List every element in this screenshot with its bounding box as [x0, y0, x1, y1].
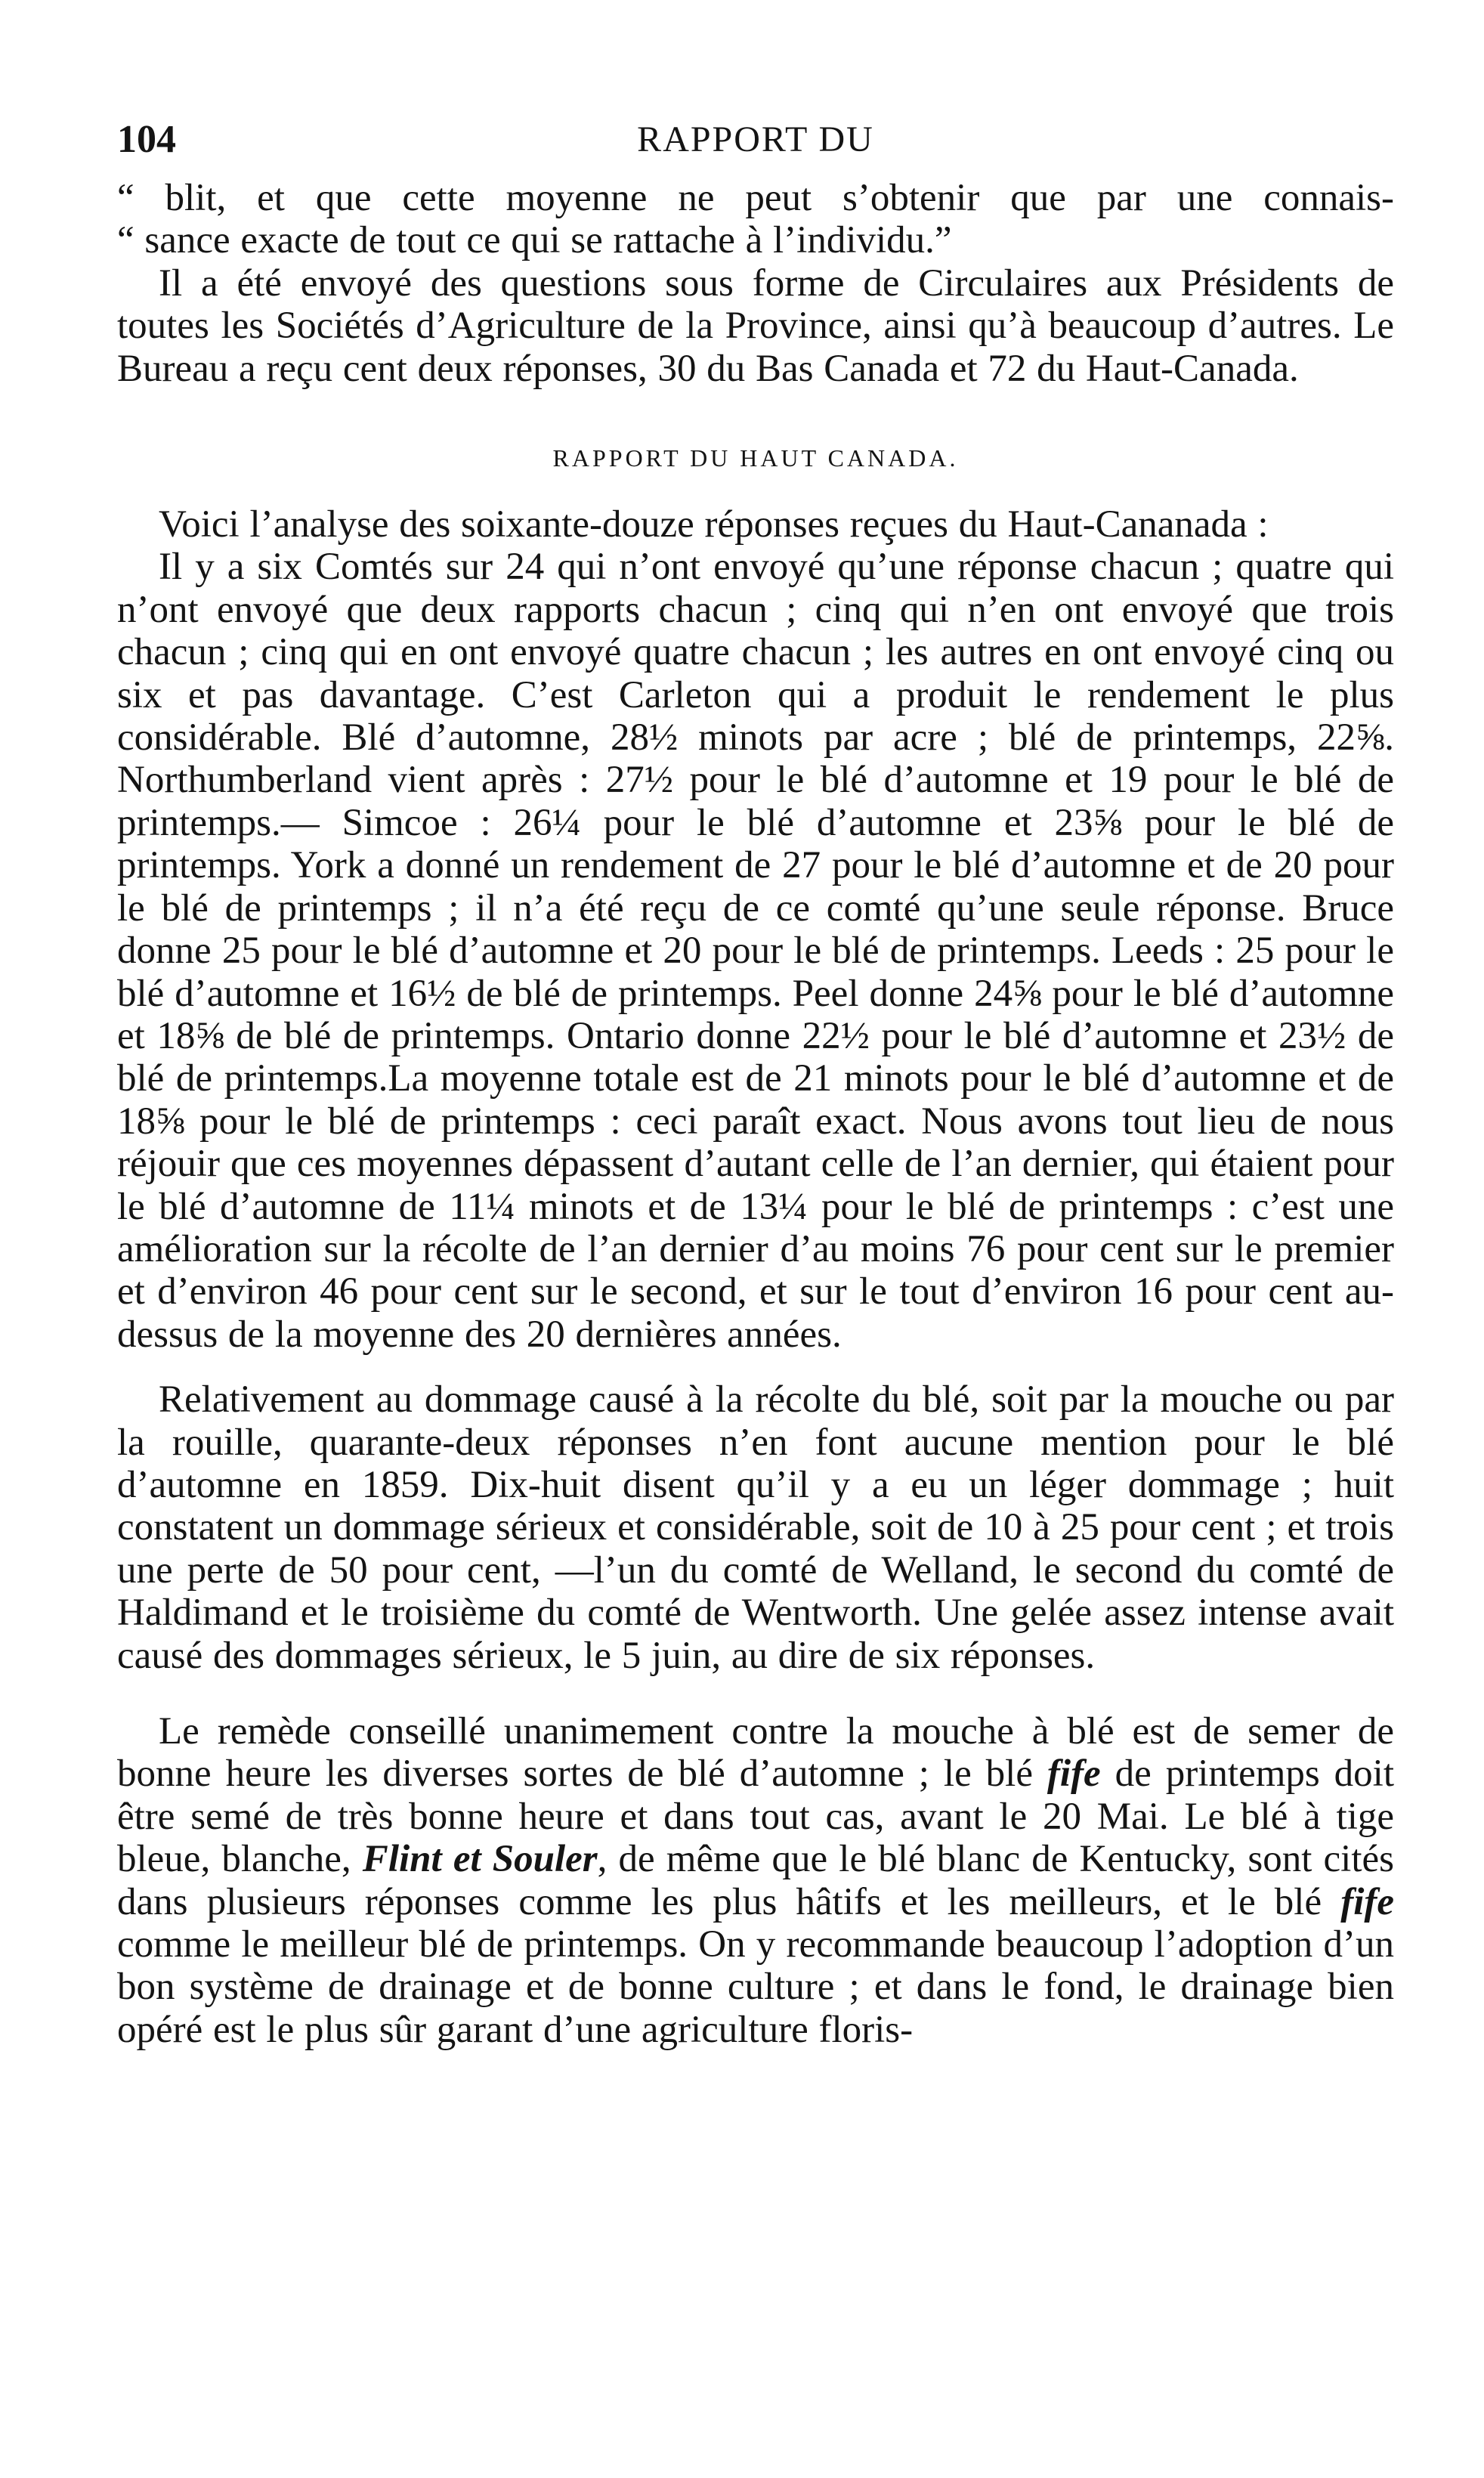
- quote-line: “ blit, et que cette moyenne ne peut s’obtenir que par une connais-: [117, 177, 1394, 219]
- quotation: [117, 177, 1394, 262]
- text-run: comme le meilleur blé de printemps. On y recommande beaucoup l’adoption d’un bon système de drainage et de bonne culture ; et dans le fond, le drainage bien opéré est le plus sûr garant d’une agriculture floris-: [117, 1923, 1394, 2051]
- text-run: de printemps doit être semé de très bonne heure et dans tout cas, avant le 20 Mai. Le blé à tige bleue, blanche,: [117, 1753, 1395, 1881]
- variety-name: Flint et Souler: [362, 1838, 598, 1881]
- running-title: RAPPORT DU: [637, 119, 874, 159]
- paragraph-remede: [117, 1710, 1394, 2051]
- paragraph-dommage: Relativement au dommage causé à la récolte du blé, soit par la mouche ou par la rouille, quarante-deux réponses n’en font aucune mention pour le blé d’automne en 1859. Dix-huit disent qu’il y a eu un léger dommage ; huit constatent un dommage sérieux et considérable, soit de 10 à 25 pour cent ; et trois une perte de 50 pour cent, —l’un du comté de Welland, le second du comté de Haldimand et le troisième du comté de Wentworth. Une gelée assez intense avait causé des dommages sérieux, le 5 juin, au dire de six réponses.: [117, 1378, 1394, 1677]
- variety-name: fife: [1340, 1880, 1394, 1923]
- text-run: , de même que le blé blanc de Kentucky, sont cités dans plusieurs réponses comme les plus hâtifs et les meilleurs, et le blé: [117, 1838, 1394, 1923]
- paragraph-circulaires: Il a été envoyé des questions sous forme de Circulaires aux Présidents de toutes les Sociétés d’Agriculture de la Province, ainsi qu’à beaucoup d’autres. Le Bureau a reçu cent deux réponses, 30 du Bas Canada et 72 du Haut-Canada.: [117, 261, 1394, 390]
- paragraph-analyse: Voici l’analyse des soixante-douze réponses reçues du Haut-Cananada :: [159, 503, 1269, 546]
- document-page: [117, 113, 1394, 2051]
- variety-name: fife: [1047, 1753, 1101, 1796]
- section-heading: RAPPORT DU HAUT CANADA.: [552, 444, 959, 472]
- quote-line: “ sance exacte de tout ce qui se rattache à l’individu.”: [117, 219, 952, 262]
- page-header: [117, 113, 1394, 166]
- paragraph-rendements: Il y a six Comtés sur 24 qui n’ont envoyé qu’une réponse chacun ; quatre qui n’ont envoyé que deux rapports chacun ; cinq qui n’en ont envoyé que trois chacun ; cinq qui en ont envoyé quatre chacun ; les autres en ont envoyé cinq ou six et pas davantage. C’est Carleton qui a produit le rendement le plus considérable. Blé d’automne, 28½ minots par acre ; blé de printemps, 22⅝. Northumberland vient après : 27½ pour le blé d’automne et 19 pour le blé de printemps.— Simcoe : 26¼ pour le blé d’automne et 23⅝ pour le blé de printemps. York a donné un rendement de 27 pour le blé d’automne et de 20 pour le blé de printemps ; il n’a été reçu de ce comté qu’une seule réponse. Bruce donne 25 pour le blé d’automne et 20 pour le blé de printemps. Leeds : 25 pour le blé d’automne et 16½ de blé de printemps. Peel donne 24⅝ pour le blé d’automne et 18⅝ de blé de printemps. Ontario donne 22½ pour le blé d’automne et 23½ de blé de printemps.La moyenne totale est de 21 minots pour le blé d’automne et de 18⅝ pour le blé de printemps : ceci paraît exact. Nous avons tout lieu de nous réjouir que ces moyennes dépassent d’autant celle de l’an dernier, qui étaient pour le blé d’automne de 11¼ minots et de 13¼ pour le blé de printemps : c’est une amélioration sur la récolte de l’an dernier d’au moins 76 pour cent sur le premier et d’environ 46 pour cent sur le second, et sur le tout d’environ 16 pour cent au-dessus de la moyenne des 20 dernières années.: [117, 546, 1394, 1356]
- text-run: Le remède conseillé unanimement contre la mouche à blé est de semer de bonne heure les diverses sortes de blé d’automne ; le blé: [117, 1710, 1394, 1796]
- page-number: 104: [117, 118, 176, 161]
